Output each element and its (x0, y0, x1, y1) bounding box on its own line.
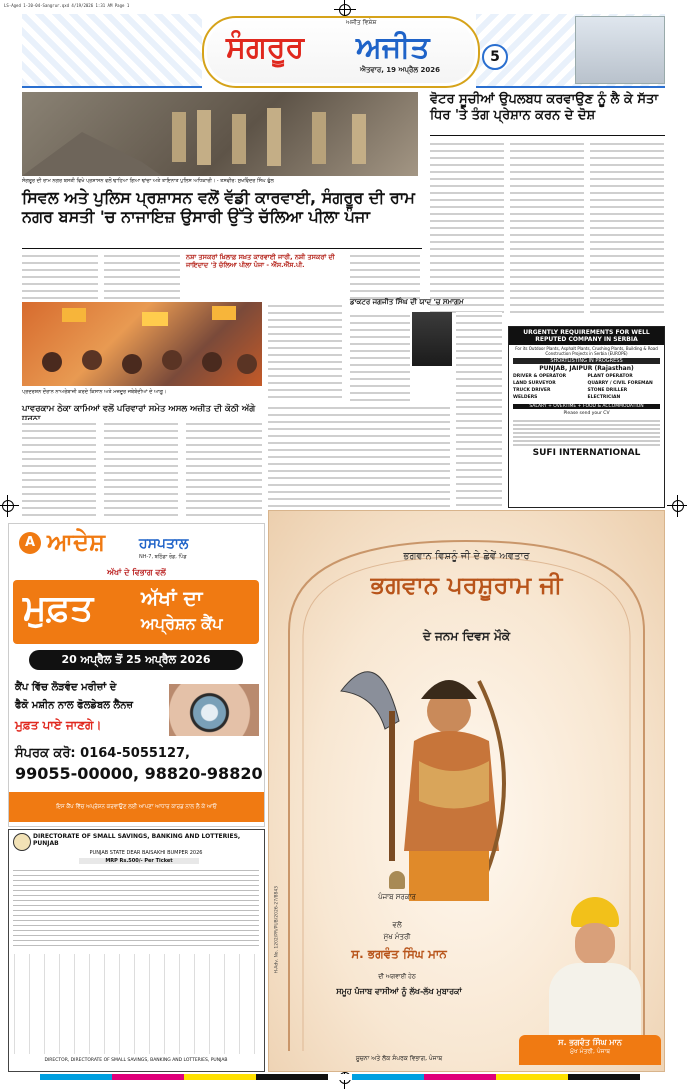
story-text (350, 312, 410, 402)
winning-numbers-table (13, 954, 259, 1054)
recruit-job: QUARRY / CIVIL FOREMAN (587, 381, 653, 386)
masthead-monument-photo (575, 16, 665, 84)
prize-list (13, 868, 259, 948)
lens-line-3: ਮੁਫ਼ਤ ਪਾਏ ਜਾਣਗੇ। (15, 718, 102, 732)
story-text (268, 302, 342, 400)
free-text: ਮੁਫ਼ਤ (23, 588, 94, 629)
voter-story-text (510, 140, 584, 318)
registration-mark-icon (2, 500, 14, 512)
department-footer: ਸੂਚਨਾ ਅਤੇ ਲੋਕ ਸੰਪਰਕ ਵਿਭਾਗ, ਪੰਜਾਬ (355, 1055, 443, 1062)
notice-footer: DIRECTOR, DIRECTORATE OF SMALL SAVINGS, BANKING AND LOTTERIES, PUNJAB (44, 1058, 228, 1063)
notice-logo-icon (13, 833, 31, 851)
print-slug: LS-Aged 1-20-04-Sangrur.qxd 4/19/2026 1:31 AM Page 1 (4, 3, 130, 8)
adesh-name: ਆਦੇਸ਼ (47, 528, 105, 556)
registration-mark-icon (672, 500, 684, 512)
cm-name: ਸ. ਭਗਵੰਤ ਸਿੰਘ ਮਾਨ (351, 947, 447, 961)
police-officers-figure-icon (22, 92, 418, 176)
eye-photo (169, 684, 259, 736)
wishes-text: ਸਮੂਹ ਪੰਜਾਬ ਵਾਸੀਆਂ ਨੂੰ ਲੱਖ-ਲੱਖ ਮੁਬਾਰਕਾਂ (336, 987, 462, 996)
registration-mark-icon (339, 4, 351, 16)
recruit-job: DRIVER & OPERATOR (513, 374, 567, 379)
recruit-salary: SALARY + OVERTIME + FOOD & ACCOMMODATION (513, 404, 660, 409)
powercom-headline: ਪਾਵਰਕਾਮ ਠੇਕਾ ਕਾਮਿਆਂ ਵਲੋਂ ਪਰਿਵਾਰਾਂ ਸਮੇਤ ਅਸਲ ਅਜ਼ੀਤ ਦੀ ਕੋਠੀ ਅੱਗੇ (22, 404, 256, 414)
camp-text: ਅਪ੍ਰੇਸ਼ਨ ਕੈਂਪ (141, 614, 223, 633)
contact-phones: 99055-00000, 98820-98820 (15, 764, 263, 783)
notice-title: DIRECTORATE OF SMALL SAVINGS, BANKING AND LOTTERIES, PUNJAB (33, 833, 241, 847)
masthead-pattern-left (22, 14, 202, 88)
birthday-line: ਦੇ ਜਨਮ ਦਿਵਸ ਮੌਕੇ (422, 629, 511, 643)
adesh-dept: ਅੱਖਾਂ ਦੇ ਵਿਭਾਗ ਵਲੋਂ (107, 568, 166, 577)
recruit-job: ELECTRICIAN (587, 395, 621, 400)
colour-calibration-bar (40, 1074, 640, 1080)
notice-mrp: MRP Rs.500/- Per Ticket (79, 858, 199, 864)
recruit-job: WELDERS (513, 395, 538, 400)
cm-photo (539, 891, 649, 1041)
lens-line-2: ਫੈਕੋ ਮਸ਼ੀਨ ਨਾਲ ਫੋਲਡੇਬਲ ਲੈੱਨਜ਼ (15, 700, 133, 711)
powercom-story-text (186, 420, 262, 518)
recruit-job: LAND SURVEYOR (513, 381, 556, 386)
main-story-text (22, 252, 98, 300)
adesh-hospital: ਹਸਪਤਾਲ (139, 536, 189, 552)
adesh-address: NH-7, ਬਠਿੰਡਾ ਰੋਡ, ਪਿੰਡ (139, 554, 187, 560)
issue-date: ਐਤਵਾਰ, 19 ਅਪ੍ਰੈਲ 2026 (360, 66, 441, 74)
by-text: ਵਲੋਂ (392, 921, 402, 929)
paper-name: ਅਜੀਤ (356, 30, 430, 65)
govt-name: ਪੰਜਾਬ ਸਰਕਾਰ (378, 893, 416, 901)
recruit-job: TRUCK DRIVER (513, 388, 551, 393)
recruit-sub: For its Outdoor Plants, Asphalt Plants, Crushing Plants, Building & Road Construction Projects in Serbia (EUROPE) (515, 346, 658, 356)
portrait-photo (412, 312, 452, 366)
recruit-contact: Please send your CV (563, 411, 610, 416)
hospital-logo-icon: A (19, 532, 41, 554)
avatar-line: ਭਗਵਾਨ ਵਿਸ਼ਨੂੰ ਜੀ ਦੇ ਛੇਵੇਂ ਅਵਤਾਰ (403, 551, 530, 562)
main-story-text (350, 252, 420, 300)
sub-quote: ਨਸ਼ਾ ਤਸਕਰਾਂ ਖ਼ਿਲਾਫ਼ ਸਖ਼ਤ ਕਾਰਵਾਈ ਜਾਰੀ, ਨਸ਼ੀ ਤਸਕਰਾਂ ਦੀ ਜਾਇਦਾਦ 'ਤੇ ਚੱਲਿਆ ਪੀਲਾ ਪੰਜਾ - ਐੱਸ.ਐੱਸ.ਪੀ. (186, 253, 335, 269)
lottery-result-notice (8, 829, 265, 1072)
cm-caption-name: ਸ. ਭਗਵੰਤ ਸਿੰਘ ਮਾਨ (558, 1038, 622, 1047)
camp-dates: 20 ਅਪ੍ਰੈਲ ਤੋਂ 25 ਅਪ੍ਰੈਲ 2026 (29, 650, 243, 670)
protest-photo-caption: ਪ੍ਰਦਰਸ਼ਨ ਦੌਰਾਨ ਨਾਅਰੇਬਾਜ਼ੀ ਕਰਦੇ ਕਿਸਾਨ ਅਤੇ ਮਜ਼ਦੂਰ ਜਥੇਬੰਦੀਆਂ ਦੇ ਆਗੂ। (22, 389, 167, 395)
recruit-shortlist: SHORTLISTING IN PROGRESS (513, 358, 660, 364)
lens-line-1: ਕੈਂਪ ਵਿੱਚ ਲੋੜਵੰਦ ਮਰੀਜ਼ਾਂ ਦੇ (15, 682, 117, 693)
advertisement-code: H-Adv. No. 1202/PR/PUB/2026-27/8843 (274, 885, 280, 974)
recruit-job: PLANT OPERATOR (587, 374, 633, 379)
parshuram-figure-icon (329, 651, 529, 911)
voter-story-text (430, 140, 504, 318)
masthead-tagline: ਅਜੀਤ ਵਿਸ਼ੇਸ਼ (346, 19, 377, 26)
main-story-text (104, 252, 180, 300)
adesh-hospital-ad (8, 523, 265, 827)
main-headline: ਸਿਵਲ ਅਤੇ ਪੁਲਿਸ ਪ੍ਰਸ਼ਾਸਨ ਵਲੋਂ ਵੱਡੀ ਕਾਰਵਾਈ, ਸੰਗਰੂਰ ਦੀ ਰਾਮ ਨਗਰ ਬਸਤੀ 'ਚ ਨਾਜਾਇਜ਼ ਉਸਾਰੀ ਉੱਤੇ ਚੱਲਿਆ ਪੀਲਾ ਪੰਜਾ (22, 188, 415, 227)
recruit-title: URGENTLY REQUIREMENTS FOR WELL REPUTED COMPANY IN SERBIA (509, 327, 664, 345)
demolition-photo (22, 92, 418, 176)
recruit-job: STONE DRILLER (587, 388, 628, 393)
adesh-footer: ਇਸ ਕੈਂਪ ਵਿੱਚ ਅਪ੍ਰੇਸ਼ਨ ਕਰਵਾਉਣ ਲਈ ਆਪਣਾ ਆਧਾਰ ਕਾਰਡ ਨਾਲ ਲੈ ਕੇ ਆਓ (9, 792, 264, 822)
edition-name: ਸੰਗਰੂਰ (226, 30, 305, 65)
cm-caption-title: ਮੁੱਖ ਮੰਤਰੀ, ਪੰਜਾਬ (569, 1048, 611, 1055)
govt-emblem-icon (389, 871, 405, 889)
leadership-text: ਦੀ ਅਗਵਾਈ ਹੇਠ (378, 973, 416, 980)
top-photo-caption: ਸੰਗਰੂਰ ਦੀ ਰਾਮ ਨਗਰ ਬਸਤੀ ਵਿਖੇ ਪ੍ਰਸ਼ਾਸਨ ਵਲੋਂ ਢਾਹਿਆ ਗਿਆ ਢਾਂਚਾ ਅਤੇ ਤਾਇਨਾਤ ਪੁਲਿਸ ਅਧਿਕਾਰੀ। - ਤਸਵੀਰ: ਸੁਖਵਿੰਦਰ ਸਿੰਘ ਫੁੱਲ (22, 178, 274, 184)
flag-icon (22, 302, 262, 386)
protest-photo (22, 302, 262, 386)
parshuram-jayanti-ad (268, 510, 665, 1072)
powercom-story-text (22, 420, 96, 518)
story-text (268, 404, 450, 508)
memorial-headline: ਡਾਕਟਰ ਜਗਜੀਤ ਸਿੰਘ ਦੀ ਯਾਦ 'ਚ ਸਮਾਗਮ (350, 298, 464, 306)
recruit-city: PUNJAB, JAIPUR (Rajasthan) (539, 365, 634, 372)
eyes-text: ਅੱਖਾਂ ਦਾ (141, 586, 203, 610)
contact-label: ਸੰਪਰਕ ਕਰੋ: 0164-5055127, (15, 746, 190, 761)
page-number: 5 (482, 44, 508, 70)
voter-list-headline: ਵੋਟਰ ਸੂਚੀਆਂ ਉਪਲਬਧ ਕਰਵਾਉਣ ਨੂੰ ਲੈ ਕੇ ਸੱਤਾ ਧਿਰ 'ਤੇ ਤੰਗ ਪ੍ਰੇਸ਼ਾਨ ਕਰਨ ਦੇ ਦੋਸ਼ (430, 92, 659, 123)
notice-subtitle: PUNJAB STATE DEAR BAISAKHI BUMPER 2026 (89, 850, 203, 856)
powercom-story-text (104, 420, 178, 518)
parshuram-title: ਭਗਵਾਨ ਪਰਸ਼ੂਰਾਮ ਜੀ (370, 571, 563, 599)
cm-title: ਮੁੱਖ ਮੰਤਰੀ (383, 933, 411, 941)
voter-story-text (590, 140, 664, 318)
cm-caption (519, 1035, 661, 1065)
story-text (456, 312, 502, 512)
recruit-company: SUFI INTERNATIONAL (532, 448, 641, 458)
recruitment-ad (508, 326, 665, 508)
